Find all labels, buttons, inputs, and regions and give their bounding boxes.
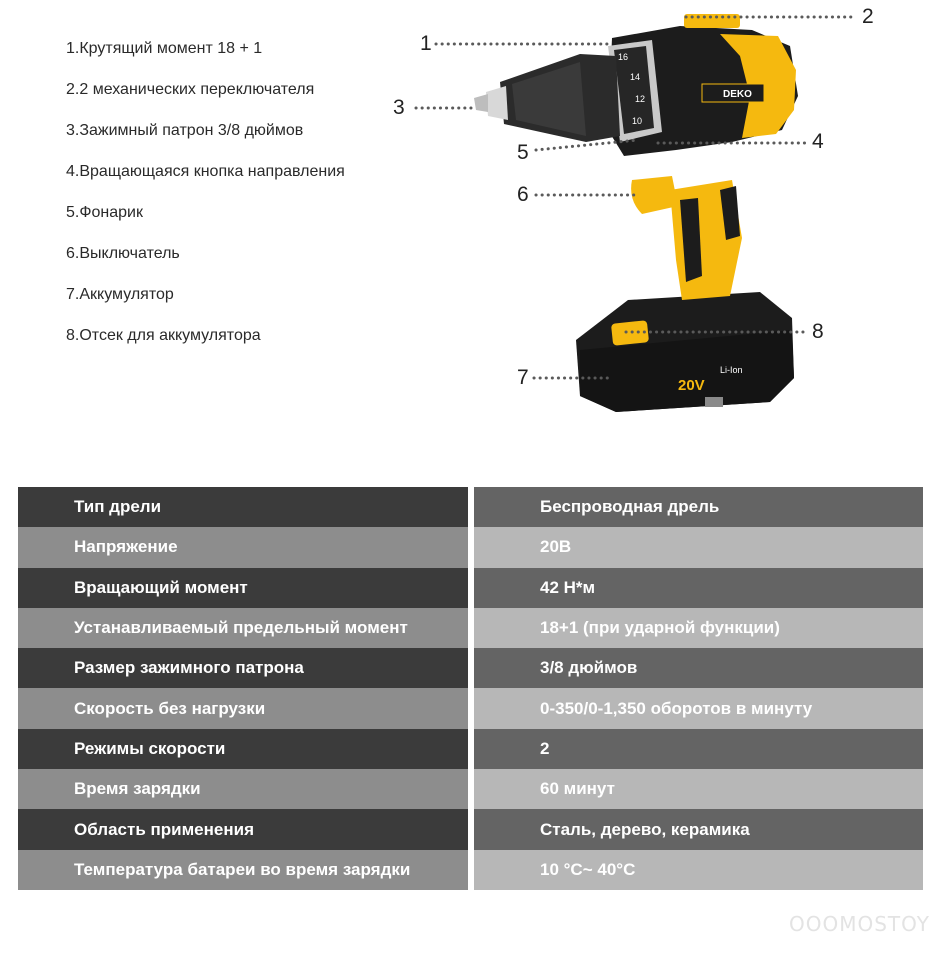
spec-table xyxy=(18,487,923,890)
watermark: OOOMOSTOY xyxy=(788,912,930,936)
brand-label: DEKO xyxy=(723,89,752,100)
torque-mark: 16 xyxy=(618,52,629,62)
spec-row xyxy=(18,487,923,527)
spec-row xyxy=(18,809,923,849)
spec-row xyxy=(18,608,923,648)
spec-row xyxy=(18,729,923,769)
feature-item: 3.Зажимный патрон 3/8 дюймов xyxy=(66,122,304,139)
spec-value: 20В xyxy=(471,527,923,567)
spec-row xyxy=(18,850,923,890)
spec-row xyxy=(18,568,923,608)
callout-number: 7 xyxy=(517,366,529,389)
callout-leaders xyxy=(380,0,950,440)
torque-mark: 14 xyxy=(630,72,641,82)
spec-label: Скорость без нагрузки xyxy=(18,688,471,728)
drill-illustration xyxy=(380,0,950,440)
callout-number: 4 xyxy=(812,130,824,153)
spec-value: 60 минут xyxy=(471,769,923,809)
spec-label: Температура батареи во время зарядки xyxy=(18,850,471,890)
spec-label: Напряжение xyxy=(18,527,471,567)
callout-number: 8 xyxy=(812,320,824,343)
feature-item: 6.Выключатель xyxy=(66,245,180,262)
spec-row xyxy=(18,648,923,688)
spec-label: Устанавливаемый предельный момент xyxy=(18,608,471,648)
callout-number: 3 xyxy=(393,96,405,119)
torque-mark: 10 xyxy=(632,116,643,126)
spec-label: Вращающий момент xyxy=(18,568,471,608)
battery-voltage-label: 20V xyxy=(678,377,705,394)
spec-row xyxy=(18,769,923,809)
feature-item: 7.Аккумулятор xyxy=(66,286,174,303)
spec-label: Область применения xyxy=(18,809,471,849)
spec-label: Режимы скорости xyxy=(18,729,471,769)
spec-value: Сталь, дерево, керамика xyxy=(471,809,923,849)
callout-number: 5 xyxy=(517,141,529,164)
spec-label: Время зарядки xyxy=(18,769,471,809)
spec-label: Размер зажимного патрона xyxy=(18,648,471,688)
feature-item: 4.Вращающаяся кнопка направления xyxy=(66,163,345,180)
feature-item: 1.Крутящий момент 18 + 1 xyxy=(66,40,263,57)
callout-number: 2 xyxy=(862,5,874,28)
spec-value: Беспроводная дрель xyxy=(471,487,923,527)
spec-row xyxy=(18,527,923,567)
feature-item: 5.Фонарик xyxy=(66,204,143,221)
spec-value: 0-350/0-1,350 оборотов в минуту xyxy=(471,688,923,728)
spec-value: 2 xyxy=(471,729,923,769)
spec-value: 18+1 (при ударной функции) xyxy=(471,608,923,648)
torque-mark: 12 xyxy=(635,94,646,104)
feature-list xyxy=(66,38,345,366)
spec-value: 3/8 дюймов xyxy=(471,648,923,688)
spec-value: 10 °C~ 40°C xyxy=(471,850,923,890)
spec-row xyxy=(18,688,923,728)
spec-value: 42 Н*м xyxy=(471,568,923,608)
spec-label: Тип дрели xyxy=(18,487,471,527)
battery-type-label: Li-Ion xyxy=(720,365,743,375)
callout-number: 1 xyxy=(420,32,432,55)
feature-item: 2.2 механических переключателя xyxy=(66,81,315,98)
feature-item: 8.Отсек для аккумулятора xyxy=(66,327,261,344)
callout-number: 6 xyxy=(517,183,529,206)
